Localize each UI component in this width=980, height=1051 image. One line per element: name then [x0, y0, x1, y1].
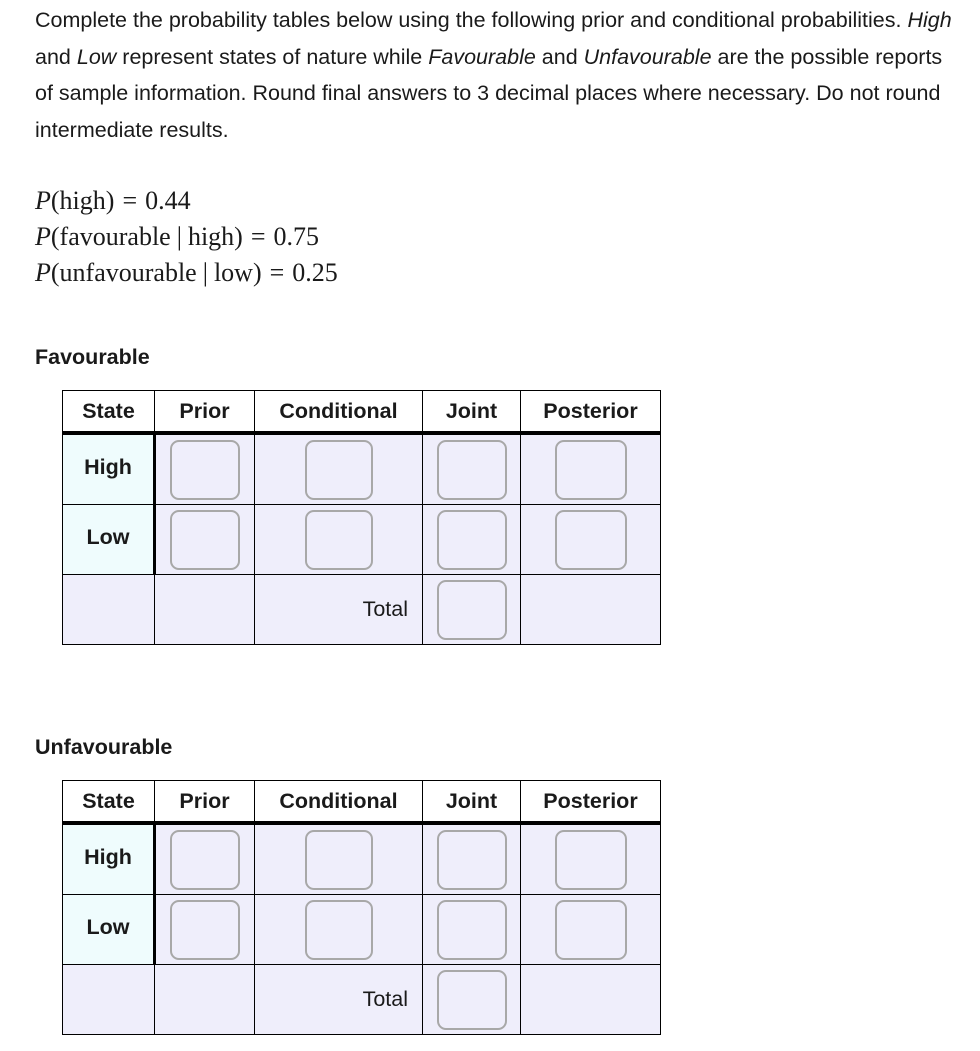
instructions-part-2: represent states of nature while: [116, 44, 429, 69]
table-row-high: [63, 433, 661, 505]
total-row: [63, 965, 661, 1035]
instructions-unfavourable: Unfavourable: [583, 44, 712, 69]
conditional-cell: [255, 433, 423, 505]
header-conditional: Conditional: [255, 781, 423, 824]
header-conditional: Conditional: [255, 391, 423, 434]
posterior-cell: [521, 895, 661, 965]
formula-eq: =: [269, 258, 285, 287]
formula-eq: =: [122, 186, 138, 215]
fav-high-joint-input[interactable]: [437, 440, 507, 500]
fav-low-prior-input[interactable]: [170, 510, 240, 570]
unfav-total-joint-input[interactable]: [437, 970, 507, 1030]
state-high: High: [63, 433, 155, 505]
empty-cell: [521, 575, 661, 645]
posterior-cell: [521, 433, 661, 505]
formula-value: 0.44: [145, 186, 191, 215]
header-joint: Joint: [423, 781, 521, 824]
empty-cell: [155, 965, 255, 1035]
favourable-table: [62, 390, 661, 645]
state-low: Low: [63, 895, 155, 965]
header-posterior: Posterior: [521, 391, 661, 434]
unfav-high-prior-input[interactable]: [170, 830, 240, 890]
table-header-row: [63, 391, 661, 434]
header-posterior: Posterior: [521, 781, 661, 824]
conditional-cell: [255, 895, 423, 965]
conditional-cell: [255, 505, 423, 575]
unfav-low-posterior-input[interactable]: [555, 900, 627, 960]
unfav-low-prior-input[interactable]: [170, 900, 240, 960]
formula-eq: =: [250, 222, 266, 251]
header-prior: Prior: [155, 391, 255, 434]
state-low: Low: [63, 505, 155, 575]
formula-arg: (favourable: [50, 222, 171, 251]
instructions-low: Low: [76, 44, 117, 69]
table-header-row: [63, 781, 661, 824]
empty-cell: [63, 575, 155, 645]
fav-high-conditional-input[interactable]: [305, 440, 373, 500]
formula-value: 0.75: [273, 222, 319, 251]
total-cell: [423, 965, 521, 1035]
unfav-low-conditional-input[interactable]: [305, 900, 373, 960]
joint-cell: [423, 823, 521, 895]
formula-arg: low): [213, 258, 262, 287]
joint-cell: [423, 895, 521, 965]
conditional-unfavourable-low-formula: [35, 255, 338, 291]
table-row-low: [63, 505, 661, 575]
total-row: [63, 575, 661, 645]
fav-low-conditional-input[interactable]: [305, 510, 373, 570]
formula-arg: high): [187, 222, 243, 251]
instructions-text: [35, 2, 965, 148]
unfav-low-joint-input[interactable]: [437, 900, 507, 960]
formula-fn: P: [35, 222, 51, 251]
unfavourable-table-title: Unfavourable: [35, 735, 173, 759]
formula-fn: P: [35, 186, 51, 215]
formula-value: 0.25: [292, 258, 338, 287]
favourable-table-title: Favourable: [35, 345, 150, 369]
formula-fn: P: [35, 258, 51, 287]
fav-high-prior-input[interactable]: [170, 440, 240, 500]
empty-cell: [155, 575, 255, 645]
fav-high-posterior-input[interactable]: [555, 440, 627, 500]
state-high: High: [63, 823, 155, 895]
empty-cell: [521, 965, 661, 1035]
fav-low-joint-input[interactable]: [437, 510, 507, 570]
joint-cell: [423, 505, 521, 575]
header-state: State: [63, 391, 155, 434]
header-state: State: [63, 781, 155, 824]
unfav-high-joint-input[interactable]: [437, 830, 507, 890]
fav-total-joint-input[interactable]: [437, 580, 507, 640]
prior-cell: [155, 433, 255, 505]
conditional-cell: [255, 823, 423, 895]
fav-low-posterior-input[interactable]: [555, 510, 627, 570]
instructions-and-1: and: [35, 44, 77, 69]
conditional-favourable-high-formula: [35, 219, 338, 255]
prior-cell: [155, 895, 255, 965]
formula-bar: |: [202, 258, 208, 287]
table-row-high: [63, 823, 661, 895]
empty-cell: [63, 965, 155, 1035]
posterior-cell: [521, 505, 661, 575]
prior-cell: [155, 823, 255, 895]
total-cell: [423, 575, 521, 645]
prior-cell: [155, 505, 255, 575]
prior-high-formula: [35, 183, 338, 219]
posterior-cell: [521, 823, 661, 895]
unfavourable-table: [62, 780, 661, 1035]
formula-arg: (unfavourable: [50, 258, 197, 287]
formula-arg: (high): [50, 186, 115, 215]
formula-bar: |: [176, 222, 182, 251]
total-label: Total: [255, 965, 423, 1035]
table-row-low: [63, 895, 661, 965]
given-probabilities: [35, 183, 338, 291]
unfav-high-posterior-input[interactable]: [555, 830, 627, 890]
unfav-high-conditional-input[interactable]: [305, 830, 373, 890]
instructions-part-3: are the possible reports of sample information. Round final answers to 3 decimal places where necessary. Do not round intermediate results.: [35, 44, 943, 142]
instructions-and-2: and: [535, 44, 584, 69]
total-label: Total: [255, 575, 423, 645]
instructions-favourable: Favourable: [428, 44, 536, 69]
instructions-high: High: [907, 8, 952, 32]
joint-cell: [423, 433, 521, 505]
instructions-part-1: Complete the probability tables below using the following prior and conditional probabilities.: [35, 8, 908, 32]
header-joint: Joint: [423, 391, 521, 434]
header-prior: Prior: [155, 781, 255, 824]
